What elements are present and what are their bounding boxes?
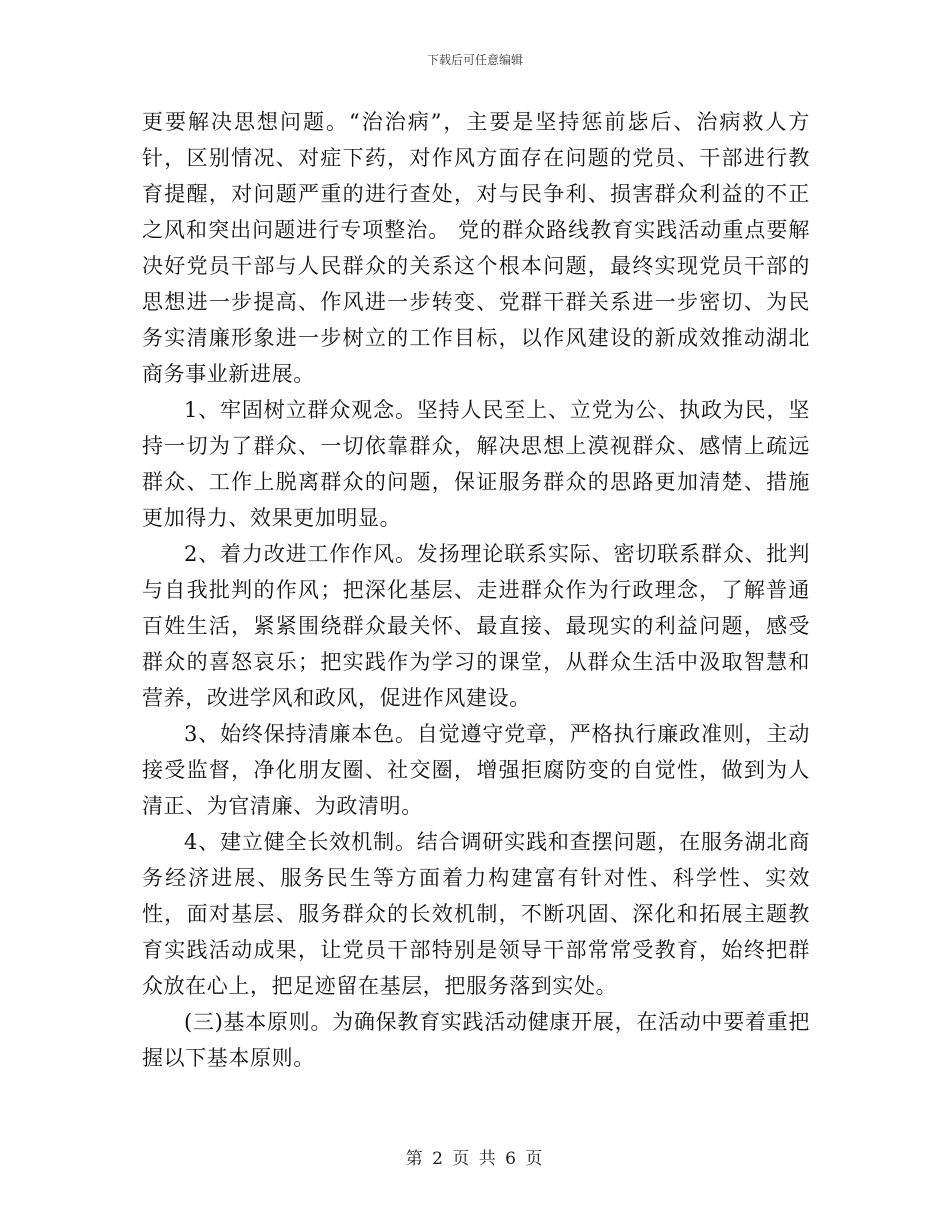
page-header: 下载后可任意编辑 (426, 53, 523, 67)
paragraph-item-3: 3、始终保持清廉本色。自觉遵守党章，严格执行廉政准则，主动接受监督，净化朋友圈、社交圈，增强拒腐防变的自觉性，做到为人清正、为官清廉、为政清明。 (142, 722, 810, 818)
document-body (142, 104, 810, 1076)
paragraph-continuation: 更要解决思想问题。“治治病”，主要是坚持惩前毖后、治病救人方针，区别情况、对症下药，对作风方面存在问题的党员、干部进行教育提醒，对问题严重的进行查处，对与民争利、损害群众利益的不正之风和突出问题进行专项整治。 党的群众路线教育实践活动重点要解决好党员干部与人民群众的关系这个根本问题，最终实现党员干部的思想进一步提高、作风进一步转变、党群干群关系进一步密切、为民务实清廉形象进一步树立的工作目标，以作风建设的新成效推动湖北商务事业新进展。 (142, 110, 810, 386)
page-number-footer: 第 2 页 共 6 页 (405, 1149, 545, 1169)
paragraph-item-2: 2、着力改进工作作风。发扬理论联系实际、密切联系群众、批判与自我批判的作风；把深化基层、走进群众作为行政理念，了解普通百姓生活，紧紧围绕群众最关怀、最直接、最现实的利益问题，感受群众的喜怒哀乐；把实践作为学习的课堂，从群众生活中汲取智慧和营养，改进学风和政风，促进作风建设。 (142, 542, 810, 710)
paragraph-item-1: 1、牢固树立群众观念。坚持人民至上、立党为公、执政为民，坚持一切为了群众、一切依靠群众，解决思想上漠视群众、感情上疏远群众、工作上脱离群众的问题，保证服务群众的思路更加清楚、措施更加得力、效果更加明显。 (142, 398, 810, 530)
paragraph-basic-principles: (三)基本原则。为确保教育实践活动健康开展，在活动中要着重把握以下基本原则。 (142, 1010, 810, 1070)
paragraph-item-4: 4、建立健全长效机制。结合调研实践和查摆问题，在服务湖北商务经济进展、服务民生等方面着力构建富有针对性、科学性、实效性，面对基层、服务群众的长效机制，不断巩固、深化和拓展主题教育实践活动成果，让党员干部特别是领导干部常常受教育，始终把群众放在心上，把足迹留在基层，把服务落到实处。 (142, 830, 810, 998)
